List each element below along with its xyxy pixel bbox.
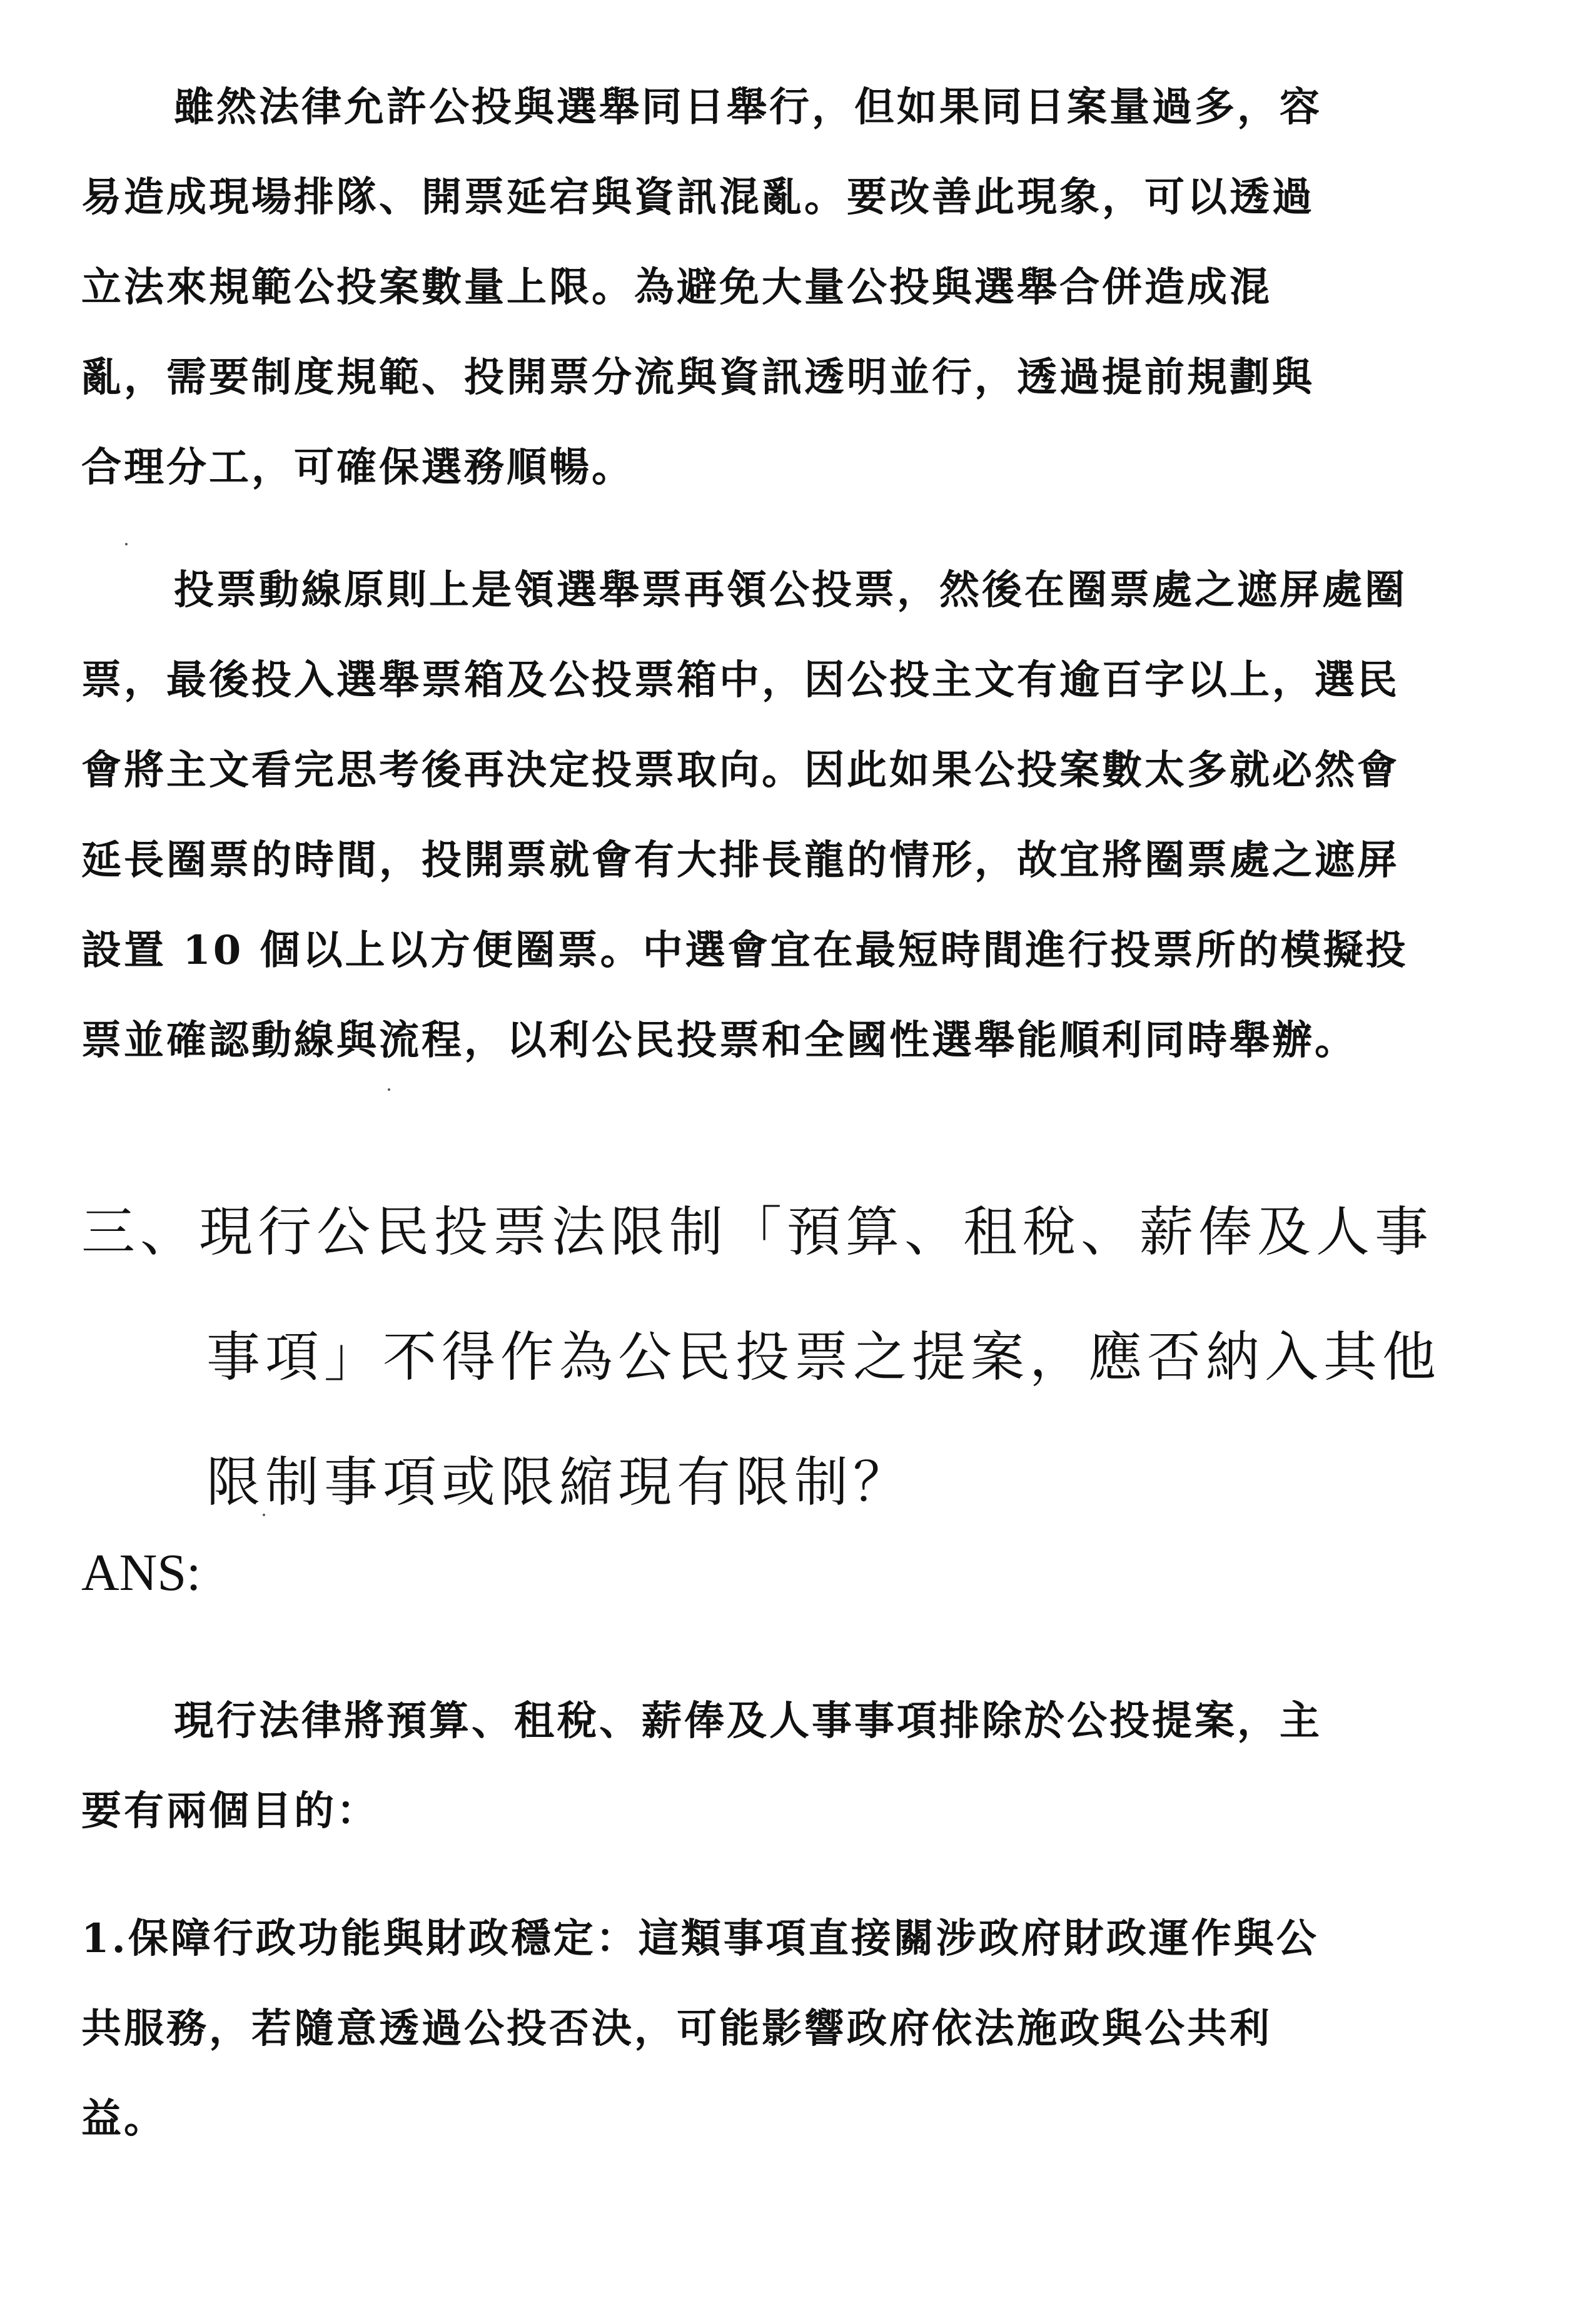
- text-line: 設置 10 個以上以方便圈票。中選會宜在最短時間進行投票所的模擬投: [81, 927, 1408, 974]
- heading-line: 事項」不得作為公民投票之提案，應否納入其他: [206, 1326, 1441, 1389]
- paragraph-exclusion-purpose: [81, 1676, 1532, 1856]
- text-line: 1.保障行政功能與財政穩定：這類事項直接關涉政府財政運作與公: [81, 1915, 1319, 1962]
- text-line: 雖然法律允許公投與選舉同日舉行，但如果同日案量過多，容: [174, 84, 1322, 131]
- paragraph-voting-flow: [81, 545, 1532, 1086]
- text-line: 票並確認動線與流程，以利公民投票和全國性選舉能順利同時舉辦。: [81, 1017, 1357, 1064]
- heading-line: 限制事項或限縮現有限制？: [206, 1451, 912, 1514]
- text-line: 合理分工，可確保選務順暢。: [81, 444, 634, 491]
- scan-speck: [125, 543, 128, 545]
- text-line: 益。: [81, 2095, 166, 2142]
- text-line: 易造成現場排隊、開票延宕與資訊混亂。要改善此現象，可以透過: [81, 174, 1315, 221]
- text-line: 票，最後投入選舉票箱及公投票箱中，因公投主文有逾百字以上，選民: [81, 657, 1400, 704]
- heading-line: 三、現行公民投票法限制「預算、租稅、薪俸及人事: [81, 1201, 1433, 1263]
- text-line: 亂，需要制度規範、投開票分流與資訊透明並行，透過提前規劃與: [81, 354, 1315, 401]
- text-line: 會將主文看完思考後再決定投票取向。因此如果公投案數太多就必然會: [81, 747, 1400, 794]
- paragraph-joint-election: [81, 63, 1532, 513]
- text-line: 要有兩個目的：: [81, 1788, 379, 1835]
- text-line: 投票動線原則上是領選舉票再領公投票，然後在圈票處之遮屏處圈: [174, 567, 1407, 614]
- text-line: 立法來規範公投案數量上限。為避免大量公投與選舉合併造成混: [81, 264, 1272, 311]
- section-heading-three: [81, 1170, 1532, 1545]
- text-line: 共服務，若隨意透過公投否決，可能影響政府依法施政與公共利: [81, 2005, 1272, 2052]
- list-item-1: [81, 1894, 1532, 2164]
- text-line: 延長圈票的時間，投開票就會有大排長龍的情形，故宜將圈票處之遮屏: [81, 837, 1400, 884]
- scan-speck: [263, 1514, 265, 1516]
- text-line: 現行法律將預算、租稅、薪俸及人事事項排除於公投提案，主: [174, 1698, 1322, 1744]
- scan-speck: [388, 1088, 390, 1091]
- answer-label: ANS:: [81, 1544, 201, 1602]
